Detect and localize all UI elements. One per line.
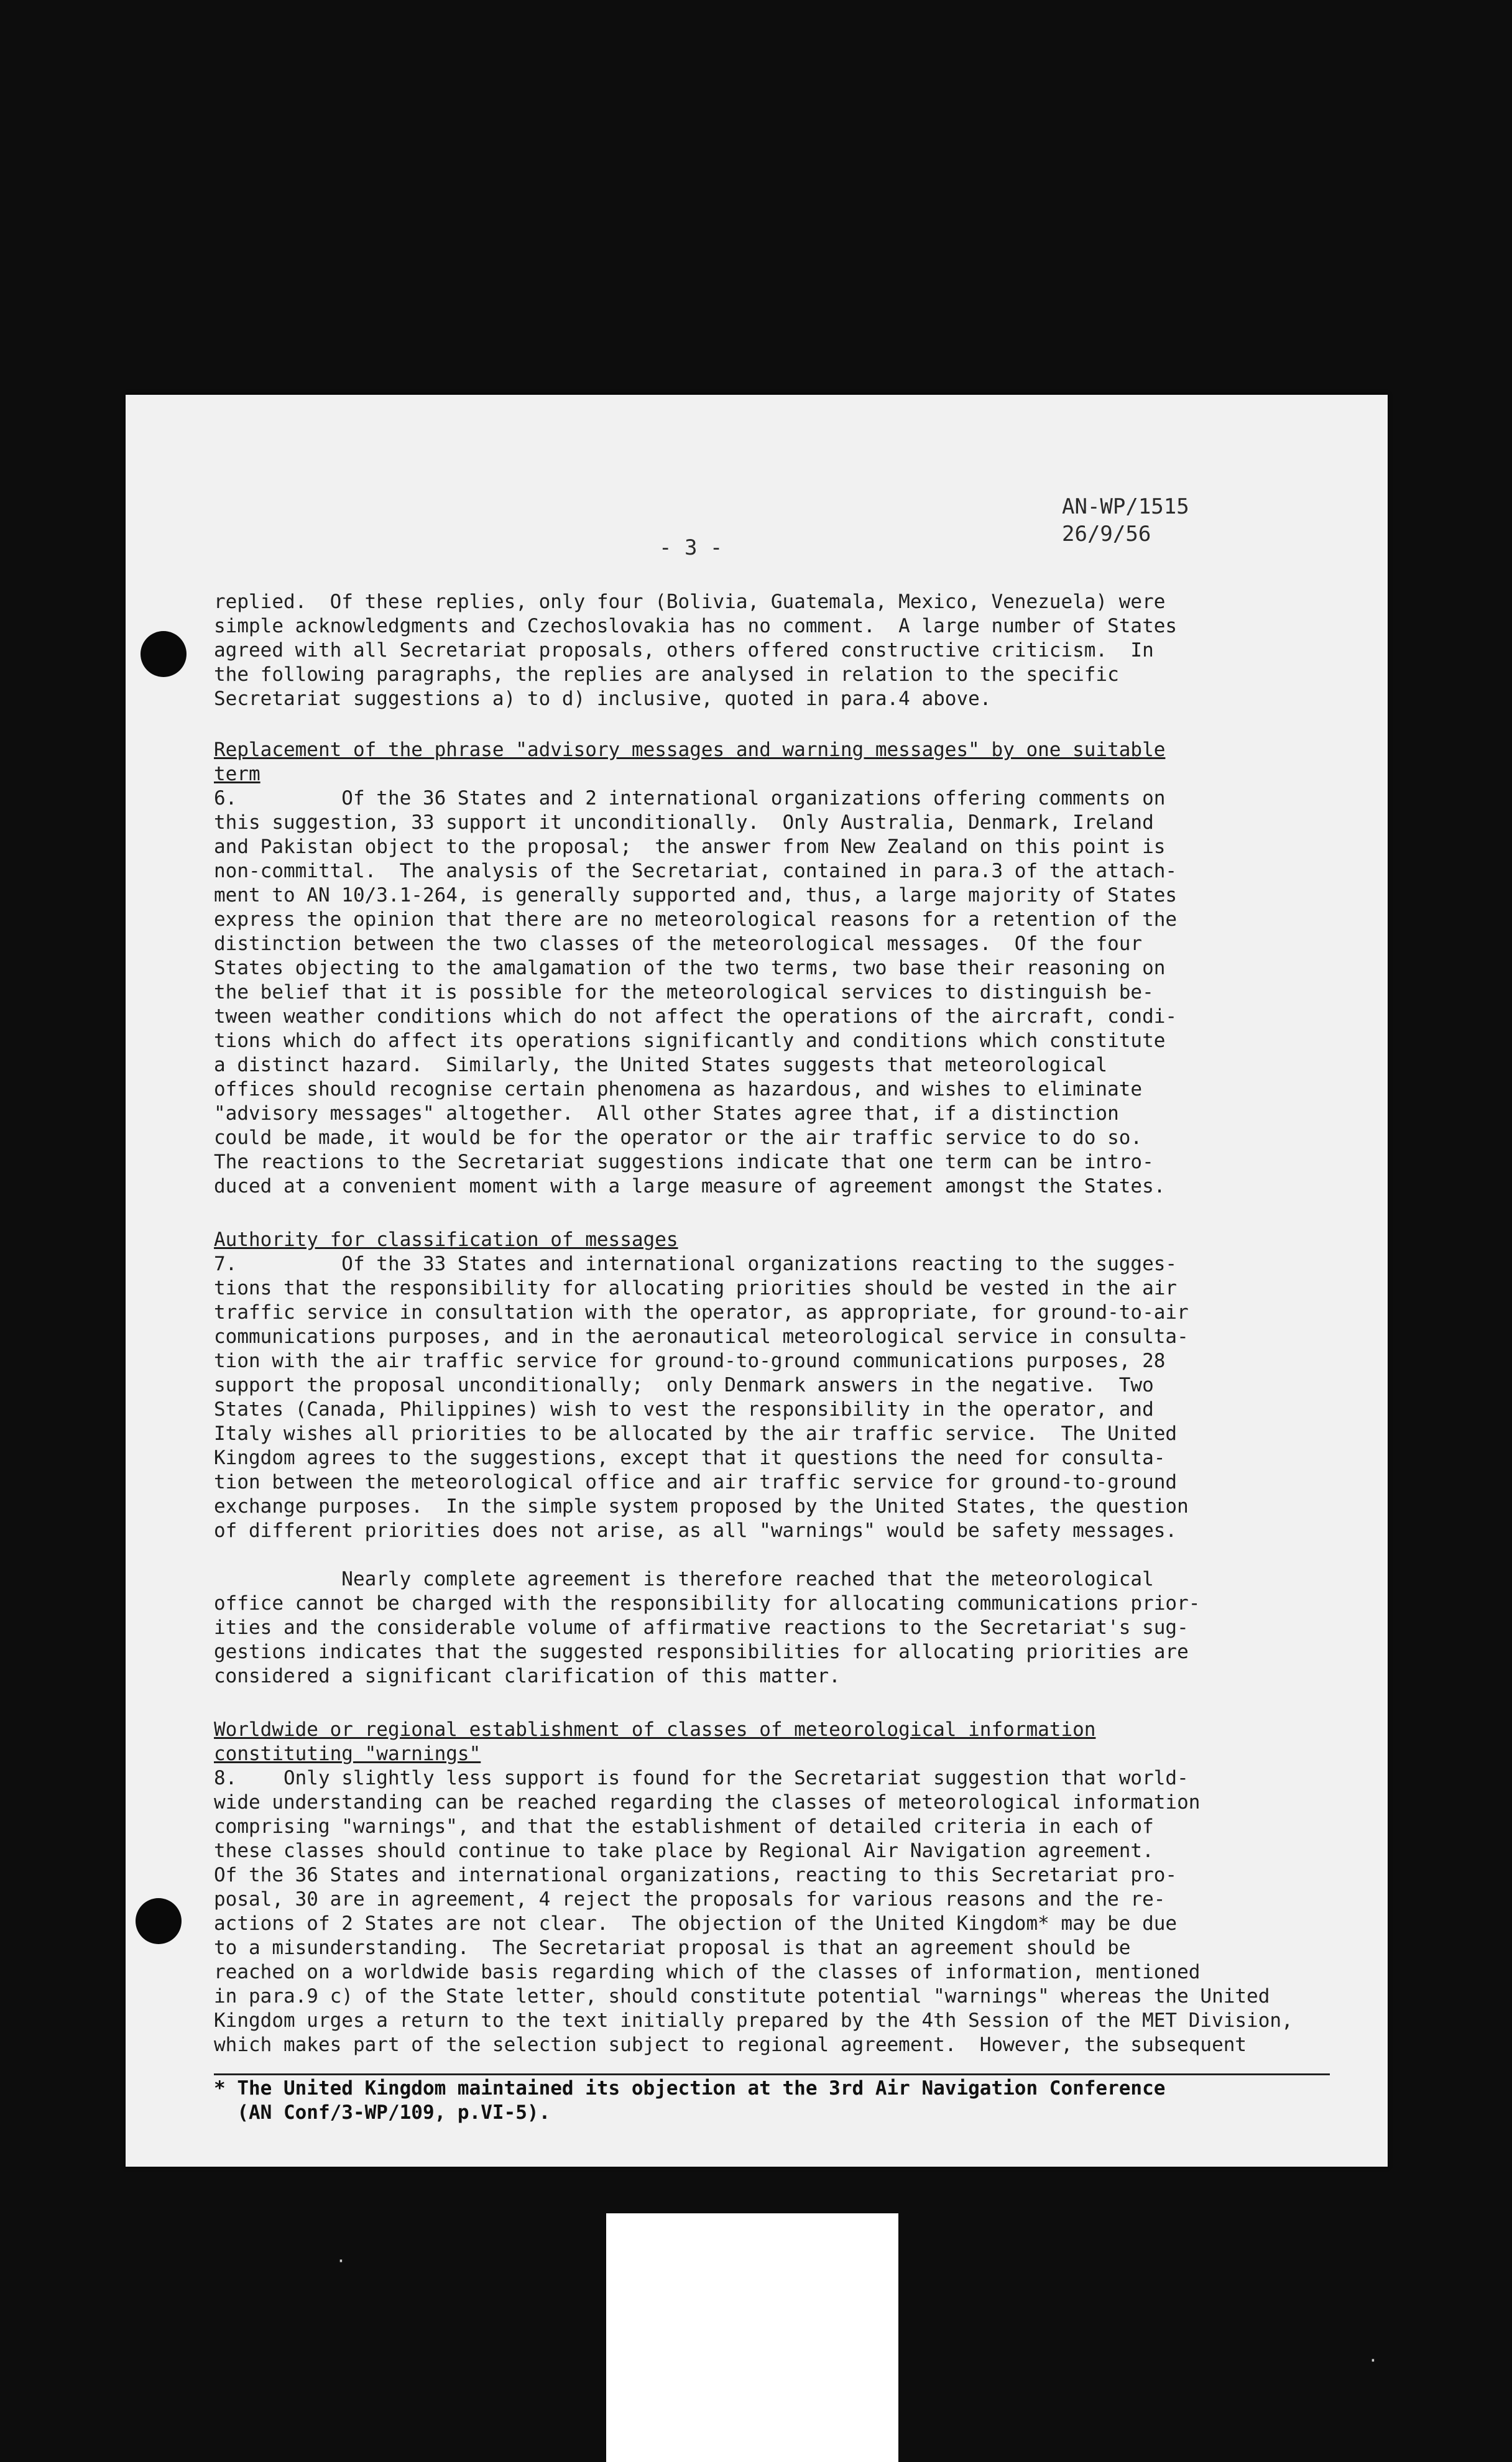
intro-paragraph: replied. Of these replies, only four (Bolivia, Guatemala, Mexico, Venezuela) were simple acknowledgments and Czechoslovakia has no comment. A large number of States agreed with all Secretariat proposals, others offered constructive criticism. In the following paragraphs, the replies are analysed in relation to the specific Secretariat suggestions a) to d) inclusive, quoted in para.4 above.: [214, 591, 1178, 710]
blank-label: [606, 2213, 898, 2462]
film-speck: ·: [1368, 2350, 1378, 2371]
punch-hole-top: [141, 631, 187, 677]
section-heading: Replacement of the phrase "advisory messages and warning messages" by one suitable: [214, 739, 1166, 761]
footnote: * The United Kingdom maintained its objection at the 3rd Air Navigation Conference (AN Conf/3-WP/109, p.VI-5).: [214, 2077, 1166, 2124]
document-reference: AN-WP/1515 26/9/56: [1062, 494, 1189, 546]
section-heading-cont: constituting "warnings": [214, 1743, 481, 1765]
film-speck: ·: [336, 2251, 346, 2271]
section-heading: Authority for classification of messages: [214, 1229, 678, 1251]
page-number: - 3 -: [659, 535, 723, 560]
section-authority-classification: Authority for classification of messages 7. Of the 33 States and international organizations reacting to the sugges- tions that the responsibility for allocating priorities should be vested in the air traffic service in consultation with the operator, as appropriate, for ground-to-air communications purposes, and in the aeronautical meteorological service in consulta- tion with the air traffic service for ground-to-ground communications purposes, 28 support the proposal unconditionally; only Denmark answers in the negative. Two States (Canada, Philippines) wish to vest the responsibility in the operator, and Italy wishes all priorities to be allocated by the air traffic service. The United Kingdom agrees to the suggestions, except that it questions the need for consulta- tion between the meteorological office and air traffic service for ground-to-ground exchange purposes. In the simple system proposed by the United States, the question of different priorities does not arise, as all "warnings" would be safety messages. Nearly complete agreement is therefore reached that the meteorological office cannot be charged with the responsibility for allocating communications prior- ities and the considerable volume of affirmative reactions to the Secretariat's sug- gestions indicates that the suggested responsibilities for allocating priorities are considered a significant clarification of this matter.: [214, 1228, 1327, 1689]
document-page: [126, 395, 1388, 2167]
punch-hole-bottom: [136, 1898, 182, 1944]
section-heading: Worldwide or regional establishment of classes of meteorological information: [214, 1718, 1096, 1741]
section-worldwide-warnings: Worldwide or regional establishment of classes of meteorological information constituting "warnings" 8. Only slightly less support is found for the Secretariat suggestion that world- wide understanding can be reached regarding the classes of meteorological information comprising "warnings", and that the establishment of detailed criteria in each of these classes should continue to take place by Regional Air Navigation agreement. Of the 36 States and international organizations, reacting to this Secretariat pro- posal, 30 are in agreement, 4 reject the proposals for various reasons and the re- actions of 2 States are not clear. The objection of the United Kingdom* may be due to a misunderstanding. The Secretariat proposal is that an agreement should be reached on a worldwide basis regarding which of the classes of information, mentioned in para.9 c) of the State letter, should constitute potential "warnings" whereas the United Kingdom urges a return to the text initially prepared by the 4th Session of the MET Division, which makes part of the selection subject to regional agreement. However, the subsequent: [214, 1718, 1327, 2057]
section-replacement-term: Replacement of the phrase "advisory messages and warning messages" by one suitable term 6. Of the 36 States and 2 international organizations offering comments on this suggestion, 33 support it unconditionally. Only Australia, Denmark, Ireland and Pakistan object to the proposal; the answer from New Zealand on this point is non-committal. The analysis of the Secretariat, contained in para.3 of the attach- ment to AN 10/3.1-264, is generally supported and, thus, a large majority of States express the opinion that there are no meteorological reasons for a retention of the distinction between the two classes of the meteorological messages. Of the four States objecting to the amalgamation of the two terms, two base their reasoning on the belief that it is possible for the meteorological services to distinguish be- tween weather conditions which do not affect the operations of the aircraft, condi- tions which do affect its operations significantly and conditions which constitute a distinct hazard. Similarly, the United States suggests that meteorological offices should recognise certain phenomena as hazardous, and wishes to eliminate "advisory messages" altogether. All other States agree that, if a distinction could be made, it would be for the operator or the air traffic service to do so. The reactions to the Secretariat suggestions indicate that one term can be intro- duced at a convenient moment with a large measure of agreement amongst the States.: [214, 738, 1327, 1199]
footnote-divider: [214, 2073, 1330, 2075]
section-heading-cont: term: [214, 763, 260, 785]
